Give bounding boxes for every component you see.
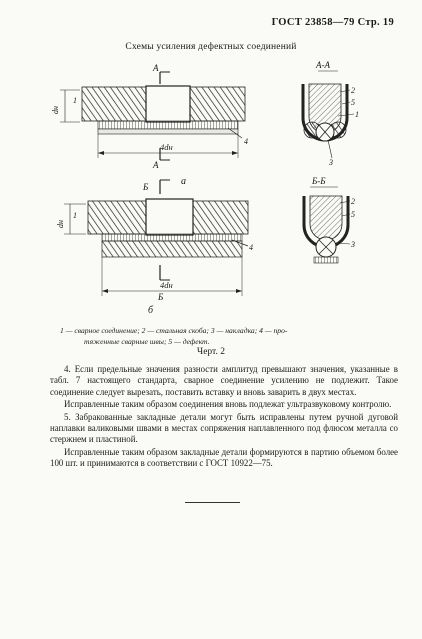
num-4-top: 4 [244, 137, 248, 146]
figure-title: Схемы усиления дефектных соединений [125, 42, 297, 52]
figure-caption: Черт. 2 [197, 347, 225, 357]
dim-4d-bottom: 4dн [160, 280, 173, 290]
num-3-bb: 3 [351, 240, 355, 249]
section-bb-title: Б-Б [312, 176, 326, 186]
num-1-top: 1 [73, 96, 77, 105]
dim-d-bottom: dн [56, 220, 65, 228]
section-aa-title: А-А [316, 60, 330, 70]
paragraph-2: Исправленные таким образом соединения вновь подлежат ультразвуковому контролю. [64, 399, 392, 410]
figure-drawing [0, 55, 422, 325]
section-aa-drawing [303, 71, 354, 158]
label-view-a: а [181, 176, 186, 187]
num-5-bb: 5 [351, 210, 355, 219]
body-text [50, 364, 398, 471]
end-rule [185, 502, 240, 503]
dim-d-top: dн [51, 106, 60, 114]
num-2-aa: 2 [351, 86, 355, 95]
label-b-top: Б [143, 182, 149, 192]
num-3-aa: 3 [329, 158, 333, 167]
num-5-aa: 5 [351, 98, 355, 107]
legend-line-1: 1 — сварное соединение; 2 — стальная скоба; 3 — накладка; 4 — про- [60, 326, 288, 335]
page-header: ГОСТ 23858—79 Стр. 19 [271, 17, 394, 28]
dim-4d-top: 4dн [160, 142, 173, 152]
legend-line-2: тяженные сварные швы; 5 — дефект. [84, 337, 210, 346]
label-a-bottom: А [153, 160, 159, 170]
paragraph-3: 5. Забракованные закладные детали могут быть исправлены путем ручной дуговой наплавки валиковыми швами в местах сопряжения наплавленного под флюсом металла со стержнем и пластиной. [50, 411, 398, 445]
label-b-bottom: Б [158, 292, 164, 302]
num-1-aa: 1 [355, 110, 359, 119]
num-4-bottom: 4 [249, 243, 253, 252]
figure-legend [60, 325, 382, 347]
label-view-b: б [148, 305, 154, 316]
label-a-top: А [153, 63, 159, 73]
num-2-bb: 2 [351, 197, 355, 206]
paragraph-4: Исправленные таким образом закладные детали формируются в партию объемом более 100 шт. и принимаются в соответствии с ГОСТ 10922—75. [50, 446, 398, 469]
num-1-bottom: 1 [73, 211, 77, 220]
section-bb-drawing [304, 187, 350, 263]
view-a-drawing [60, 72, 245, 160]
paragraph-1: 4. Если предельные значения разности амплитуд превышают значения, указанные в табл. 7 настоящего стандарта, сварное соединение усилению не подлежит. Такое соединение следует вырезать, поставить вставку и вновь заварить в двух местах. [50, 364, 398, 397]
view-b-drawing [64, 180, 248, 296]
